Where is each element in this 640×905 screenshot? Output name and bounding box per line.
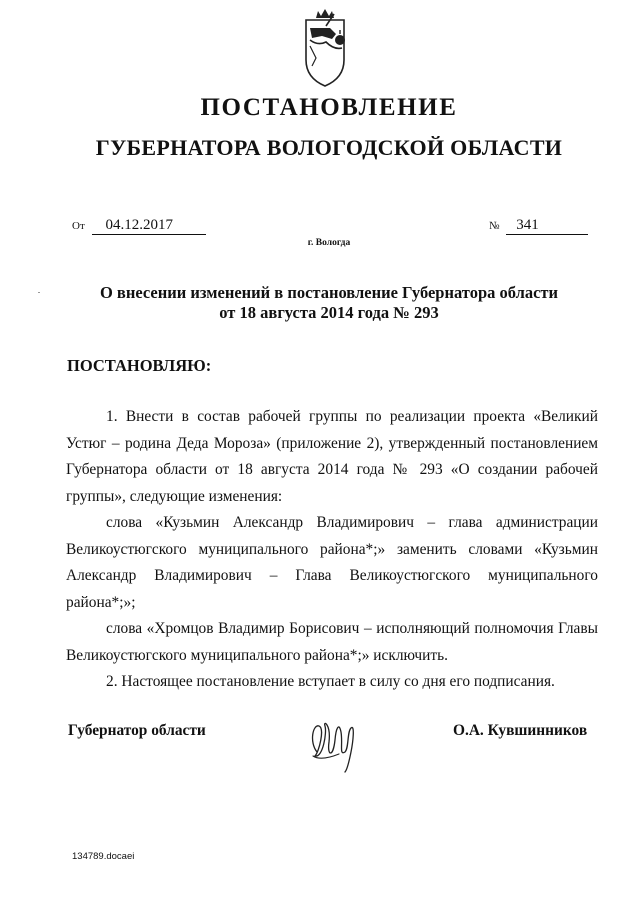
paragraph-1: 1. Внести в состав рабочей группы по реализации проекта «Великий Устюг – родина Деда Мороза» (приложение 2), утвержденный постановлением Губернатора области от 18 августа 2014 года № 293 «О создании рабочей группы», следующие изменения: — [66, 408, 598, 505]
date-prefix: От — [72, 220, 85, 232]
document-subject — [0, 283, 640, 323]
handwritten-signature — [305, 712, 367, 774]
document-issuer: ГУБЕРНАТОРА ВОЛОГОДСКОЙ ОБЛАСТИ — [95, 135, 563, 160]
date-value: 04.12.2017 — [92, 217, 206, 235]
paragraph-4: 2. Настоящее постановление вступает в силу со дня его подписания. — [106, 673, 555, 690]
document-body — [66, 404, 598, 696]
signatory-name: О.А. Кувшинников — [453, 722, 588, 739]
vologda-coat-of-arms-icon — [296, 6, 354, 90]
decree-word: ПОСТАНОВЛЯЮ: — [67, 356, 212, 375]
subject-line-1: О внесении изменений в постановление Губернатора области — [99, 283, 559, 302]
subject-line-2: от 18 августа 2014 года № 293 — [219, 303, 439, 322]
date-field — [72, 217, 206, 235]
document-code: 134789.docaei — [72, 851, 135, 862]
signatory-position: Губернатор области — [68, 722, 206, 739]
number-value: 341 — [506, 217, 588, 235]
number-field — [489, 217, 588, 235]
document-title: ПОСТАНОВЛЕНИЕ — [200, 94, 458, 121]
number-prefix: № — [489, 220, 500, 232]
paragraph-3: слова «Хромцов Владимир Борисович – исполняющий полномочия Главы Великоустюгского муниципального района*;» исключить. — [66, 620, 598, 664]
city-label: г. Вологда — [307, 238, 351, 248]
paragraph-2: слова «Кузьмин Александр Владимирович – глава администрации Великоустюгского муниципального района*;» заменить словами «Кузьмин Александр Владимирович – Глава Великоустюгского муниципального района*;»; — [66, 514, 598, 611]
